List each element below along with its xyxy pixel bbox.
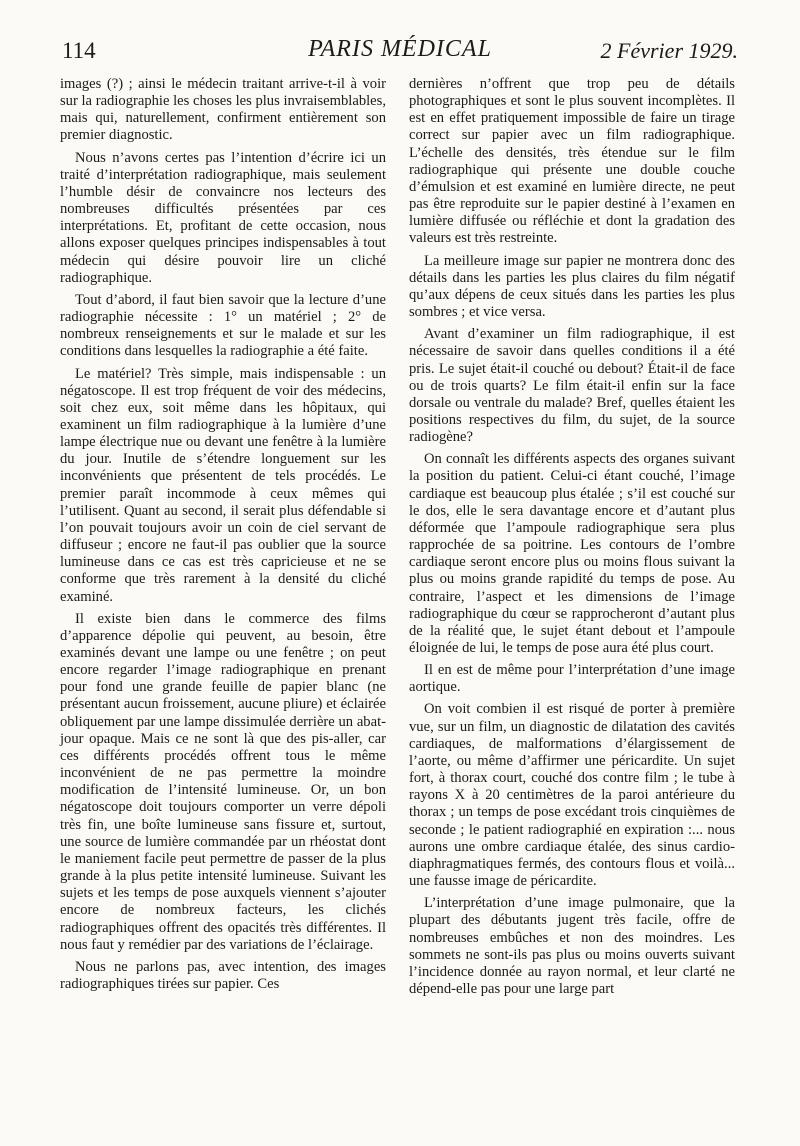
running-header [62, 36, 738, 72]
paragraph: dernières n’offrent que trop peu de détails photographiques et sont le plus souvent incomplètes. Il est en effet pratiquement impossible de faire un tirage correct sur papier avec un film radiographique. L’échelle des densités, très étendue sur le film radiographique qui présente une double couche d’émulsion et est examiné en lumière directe, ne peut pas être reproduite sur le papier destiné à l’examen en lumière diffusée ou réfléchie et dont la gradation des valeurs est très restreinte. [409, 76, 735, 247]
page-number: 114 [62, 38, 96, 63]
issue-date: 2 Février 1929. [600, 38, 738, 63]
paragraph: Il en est de même pour l’interprétation d’une image aortique. [409, 662, 735, 696]
paragraph: L’interprétation d’une image pulmonaire, que la plupart des débutants jugent très facile, offre de nombreuses embûches et non des moindres. Les sommets ne sont-ils pas plus ou moins ouverts suivant l’incidence donnée au rayon normal, et leur clarté ne dépend-elle pas pour une large part [409, 895, 735, 997]
paragraph: La meilleure image sur papier ne montrera donc des détails dans les parties les plus claires du film négatif qu’aux dépens de ceux situés dans les parties les plus sombres ; et vice versa. [409, 252, 735, 321]
paragraph: images (?) ; ainsi le médecin traitant arrive-t-il à voir sur la radiographie les choses les plus invraisemblables, mais qui, naturellement, confirment entièrement son premier diagnostic. [60, 76, 386, 144]
paragraph: Tout d’abord, il faut bien savoir que la lecture d’une radiographie nécessite : 1° un matériel ; 2° de nombreux renseignements et sur le malade et sur les conditions dans lesquelles la radiographie a été faite. [60, 291, 386, 360]
paragraph: On voit combien il est risqué de porter à première vue, sur un film, un diagnostic de dilatation des cavités cardiaques, de malformations d’élargissement de l’aorte, ou même d’affirmer une péricardite. Un sujet fort, à thorax court, couché dos contre film ; le tube à rayons X à 20 centimètres de la paroi antérieure du thorax ; un temps de pose excédant trois cinquièmes de seconde ; le patient radiographié en expiration :... nous aurons une ombre cardiaque étalée, des sinus cardio-diaphragmatiques fermés, des contours flous et voilà... une fausse image de péricardite. [409, 701, 735, 890]
right-column [409, 76, 735, 1003]
paragraph: Nous ne parlons pas, avec intention, des images radiographiques tirées sur papier. Ces [60, 958, 386, 992]
paragraph: On connaît les différents aspects des organes suivant la position du patient. Celui-ci étant couché, l’image cardiaque est beaucoup plus étalée ; s’il est couché sur le dos, elle le sera davantage encore et d’autant plus déformée que l’ampoule radiographique sera plus rapprochée de sa poitrine. Les contours de l’ombre cardiaque seront encore plus ou moins flous suivant la plus ou moins grande rapidité du temps de pose. Au contraire, l’aspect et les dimensions de l’image radiographique du cœur se rapprocheront d’autant plus de la réalité que, le sujet étant debout et l’ampoule éloignée de lui, le temps de pose aura été plus court. [409, 451, 735, 656]
paragraph: Nous n’avons certes pas l’intention d’écrire ici un traité d’interprétation radiographique, mais seulement l’humble désir de convaincre nos lecteurs des nombreuses difficultés présentées par ces interprétations. Et, profitant de cette occasion, nous allons exposer quelques principes indispensables à tout médecin qui désire pouvoir lire un cliché radiographique. [60, 149, 386, 286]
paragraph: Le matériel? Très simple, mais indispensable : un négatoscope. Il est trop fréquent de voir des médecins, soit chez eux, soit même dans les hôpitaux, qui examinent un film radiographique à la lumière d’une lampe électrique nue ou devant une fenêtre à la lumière du jour. Inutile de s’étendre longuement sur les inconvénients que présentent de tels procédés. Le premier paraît incommode à ceux mêmes qui l’utilisent. Quant au second, il serait plus défendable si l’on pouvait toujours avoir un coin de ciel servant de diffuseur ; encore ne faut-il pas oublier que la source lumineuse dans ce cas est très capricieuse et ne se conforme que très rarement à la densité du cliché examiné. [60, 365, 386, 605]
paragraph: Il existe bien dans le commerce des films d’apparence dépolie qui peuvent, au besoin, être examinés devant une lampe ou une fenêtre ; on peut encore regarder l’image radiographique en prenant pour fond une grande feuille de papier blanc (ne présentant aucun froissement, aucune pliure) et éclairée obliquement par une lampe dissimulée derrière un abat-jour opaque. Mais ce ne sont là que des pis-aller, car ces différents procédés offrent tous le même inconvénient de ne pas permettre la moindre modification de l’intensité lumineuse. Or, un bon négatoscope doit toujours comporter un verre dépoli très fin, une boîte lumineuse sans fissure et, surtout, une source de lumière commandée par un rhéostat dont le maniement facile peut permettre de passer de la plus grande à la plus petite intensité lumineuse. Suivant les sujets et les temps de pose auxquels viennent s’ajouter encore de nombreux facteurs, les clichés radiographiques offrent des opacités très différentes. Il nous faut y remédier par des variations de l’éclairage. [60, 610, 386, 953]
left-column [60, 76, 386, 998]
journal-title: PARIS MÉDICAL [308, 36, 492, 62]
paragraph: Avant d’examiner un film radiographique, il est nécessaire de savoir dans quelles conditions il a été pris. Le sujet était-il couché ou debout? Était-il de face ou de trois quarts? Le film était-il enfin sur la face dorsale ou ventrale du malade? Bref, quelles étaient les positions respectives du film, du sujet, de la source radiogène? [409, 326, 735, 446]
